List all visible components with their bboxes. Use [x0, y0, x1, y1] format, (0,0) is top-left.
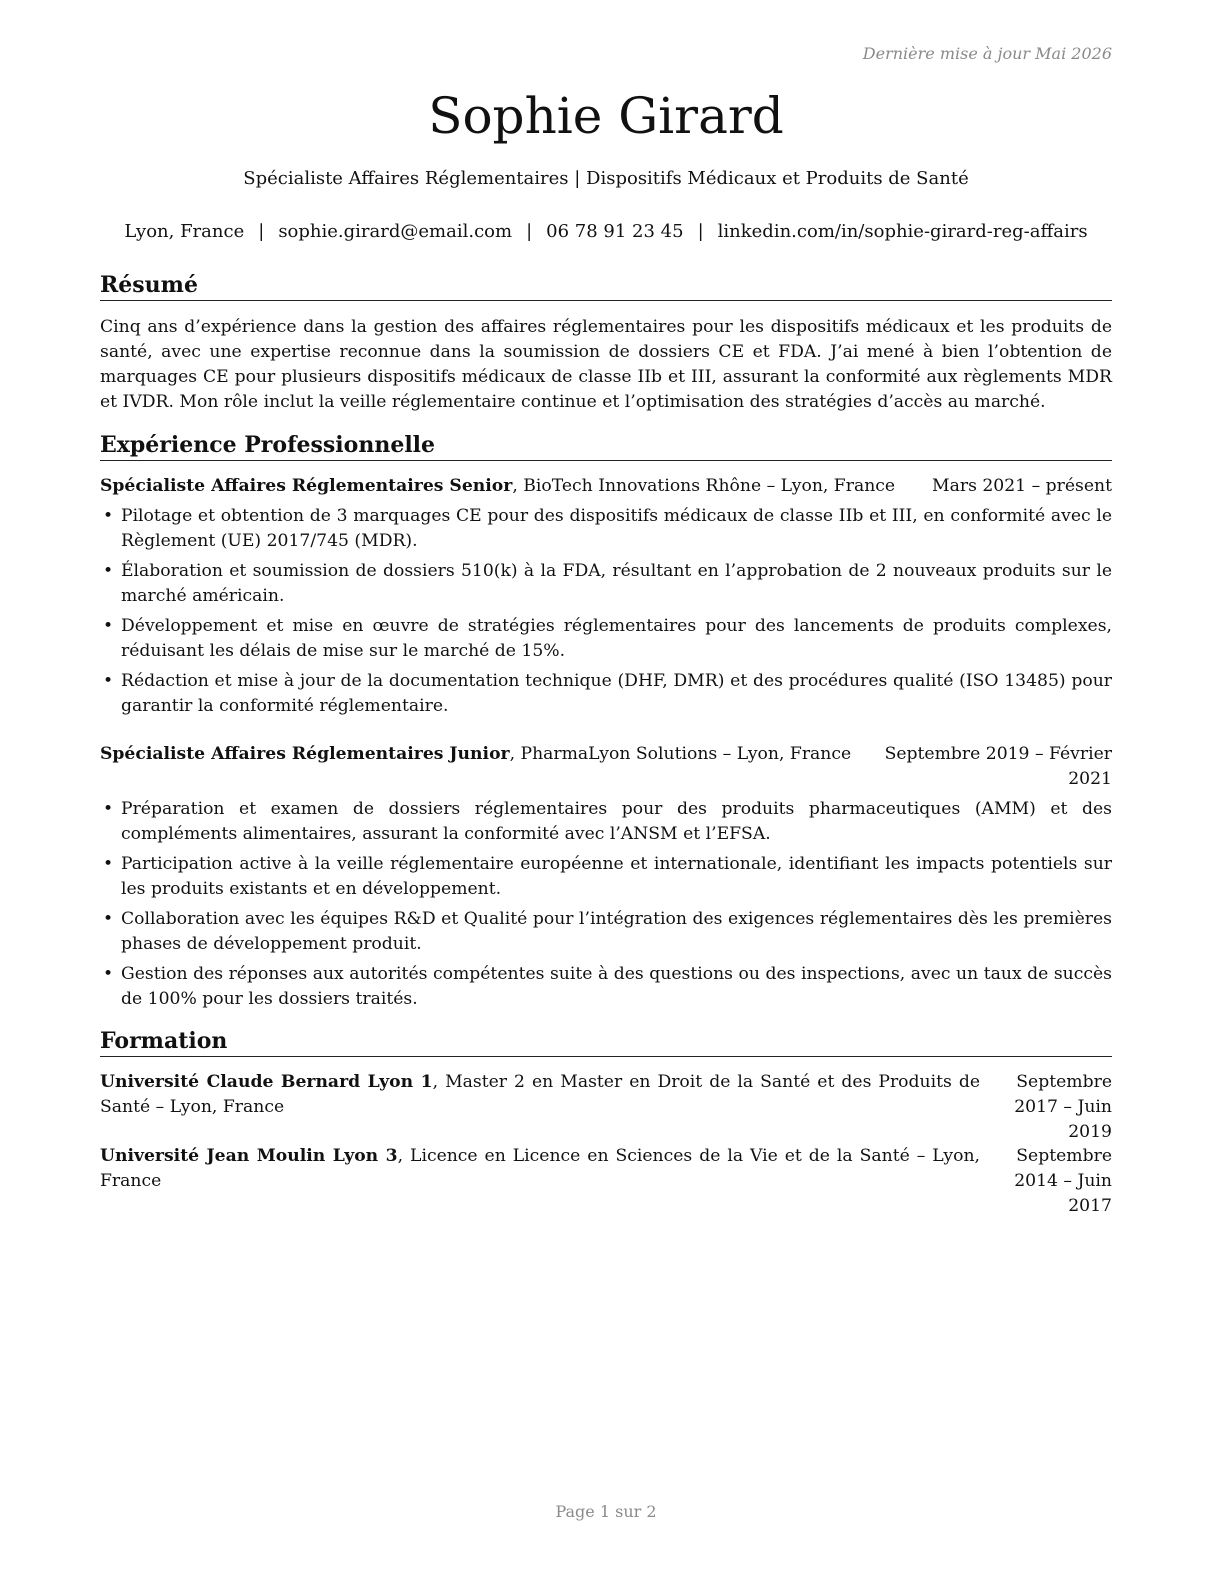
- bullet-icon: •: [103, 561, 114, 581]
- bullet-text: Collaboration avec les équipes R&D et Qualité pour l’intégration des exigences réglementaires dès les premières phases de développement produit.: [121, 909, 1112, 954]
- job-header: [100, 742, 1112, 792]
- list-item: [100, 504, 1112, 554]
- contact-separator: |: [258, 221, 265, 242]
- education-item: [100, 1144, 1112, 1216]
- list-item: [100, 907, 1112, 957]
- contact-line: [100, 219, 1112, 245]
- bullet-icon: •: [103, 616, 114, 636]
- education-school: Université Jean Moulin Lyon 3: [100, 1146, 398, 1166]
- list-item: [100, 559, 1112, 609]
- bullet-icon: •: [103, 671, 114, 691]
- education-degree: , Master 2 en Master en Droit de la Santé et des Produits de Santé – Lyon, France: [100, 1072, 980, 1117]
- bullet-text: Préparation et examen de dossiers réglementaires pour des produits pharmaceutiques (AMM) et des compléments alimentaires, assurant la conformité avec l’ANSM et l’EFSA.: [121, 799, 1112, 844]
- job-title-subtitle: Spécialiste Affaires Réglementaires | Dispositifs Médicaux et Produits de Santé: [243, 168, 969, 189]
- education-item: [100, 1070, 1112, 1142]
- section-title-education: Formation: [100, 1026, 1112, 1057]
- job-role-company: [100, 742, 851, 767]
- page-number: Page 1 sur 2: [555, 1502, 657, 1521]
- list-item: [100, 669, 1112, 719]
- list-item: [100, 962, 1112, 1012]
- section-title-experience: Expérience Professionnelle: [100, 430, 1112, 461]
- last-updated: Dernière mise à jour Mai 2026: [862, 44, 1112, 63]
- education-dates: Septembre 2017 – Juin 2019: [1014, 1072, 1112, 1142]
- bullet-text: Pilotage et obtention de 3 marquages CE pour des dispositifs médicaux de classe IIb et III, en conformité avec le Règlement (UE) 2017/745 (MDR).: [121, 506, 1112, 551]
- summary-text: Cinq ans d’expérience dans la gestion des affaires réglementaires pour les dispositifs médicaux et les produits de santé, avec une expertise reconnue dans la soumission de dossiers CE et FDA. J’ai mené à bien l’obtention de marquages CE pour plusieurs dispositifs médicaux de classe IIb et III, assurant la conformité aux règlements MDR et IVDR. Mon rôle inclut la veille réglementaire continue et l’optimisation des stratégies d’accès au marché.: [100, 317, 1112, 412]
- bullet-text: Gestion des réponses aux autorités compétentes suite à des questions ou des inspections, avec un taux de succès de 100% pour les dossiers traités.: [121, 964, 1112, 1009]
- job-bullets: [100, 797, 1112, 1017]
- education-text: [100, 1144, 980, 1194]
- bullet-icon: •: [103, 506, 114, 526]
- contact-separator: |: [697, 221, 704, 242]
- job-role-company: [100, 474, 895, 499]
- candidate-name: Sophie Girard: [428, 87, 784, 145]
- list-item: [100, 614, 1112, 664]
- list-item: [100, 797, 1112, 847]
- job-header: [100, 474, 1112, 499]
- job-role: Spécialiste Affaires Réglementaires Junior: [100, 744, 510, 764]
- job-bullets: [100, 504, 1112, 724]
- bullet-icon: •: [103, 909, 114, 929]
- resume-page: [100, 0, 1112, 1584]
- job-role: Spécialiste Affaires Réglementaires Senior: [100, 476, 513, 496]
- job-company: , BioTech Innovations Rhône – Lyon, France: [512, 476, 896, 496]
- contact-location: Lyon, France: [124, 221, 245, 242]
- bullet-icon: •: [103, 964, 114, 984]
- bullet-text: Participation active à la veille réglementaire européenne et internationale, identifiant les impacts potentiels sur les produits existants et en développement.: [121, 854, 1112, 899]
- education-dates: Septembre 2014 – Juin 2017: [1014, 1146, 1112, 1216]
- bullet-text: Développement et mise en œuvre de stratégies réglementaires pour des lancements de produits complexes, réduisant les délais de mise sur le marché de 15%.: [121, 616, 1112, 661]
- job-dates: Septembre 2019 – Février 2021: [884, 744, 1112, 789]
- bullet-icon: •: [103, 799, 114, 819]
- bullet-text: Élaboration et soumission de dossiers 510(k) à la FDA, résultant en l’approbation de 2 nouveaux produits sur le marché américain.: [121, 561, 1112, 606]
- bullet-text: Rédaction et mise à jour de la documentation technique (DHF, DMR) et des procédures qualité (ISO 13485) pour garantir la conformité réglementaire.: [121, 671, 1112, 716]
- list-item: [100, 852, 1112, 902]
- job-company: , PharmaLyon Solutions – Lyon, France: [509, 744, 852, 764]
- education-school: Université Claude Bernard Lyon 1: [100, 1072, 433, 1092]
- contact-separator: |: [526, 221, 533, 242]
- bullet-icon: •: [103, 854, 114, 874]
- section-title-summary: Résumé: [100, 270, 1112, 301]
- contact-phone: 06 78 91 23 45: [546, 221, 684, 242]
- job-dates: Mars 2021 – présent: [932, 476, 1112, 496]
- education-text: [100, 1070, 980, 1120]
- contact-linkedin[interactable]: linkedin.com/in/sophie-girard-reg-affairs: [717, 221, 1088, 242]
- contact-email[interactable]: sophie.girard@email.com: [278, 221, 513, 242]
- education-degree: , Licence en Licence en Sciences de la Vie et de la Santé – Lyon, France: [100, 1146, 981, 1191]
